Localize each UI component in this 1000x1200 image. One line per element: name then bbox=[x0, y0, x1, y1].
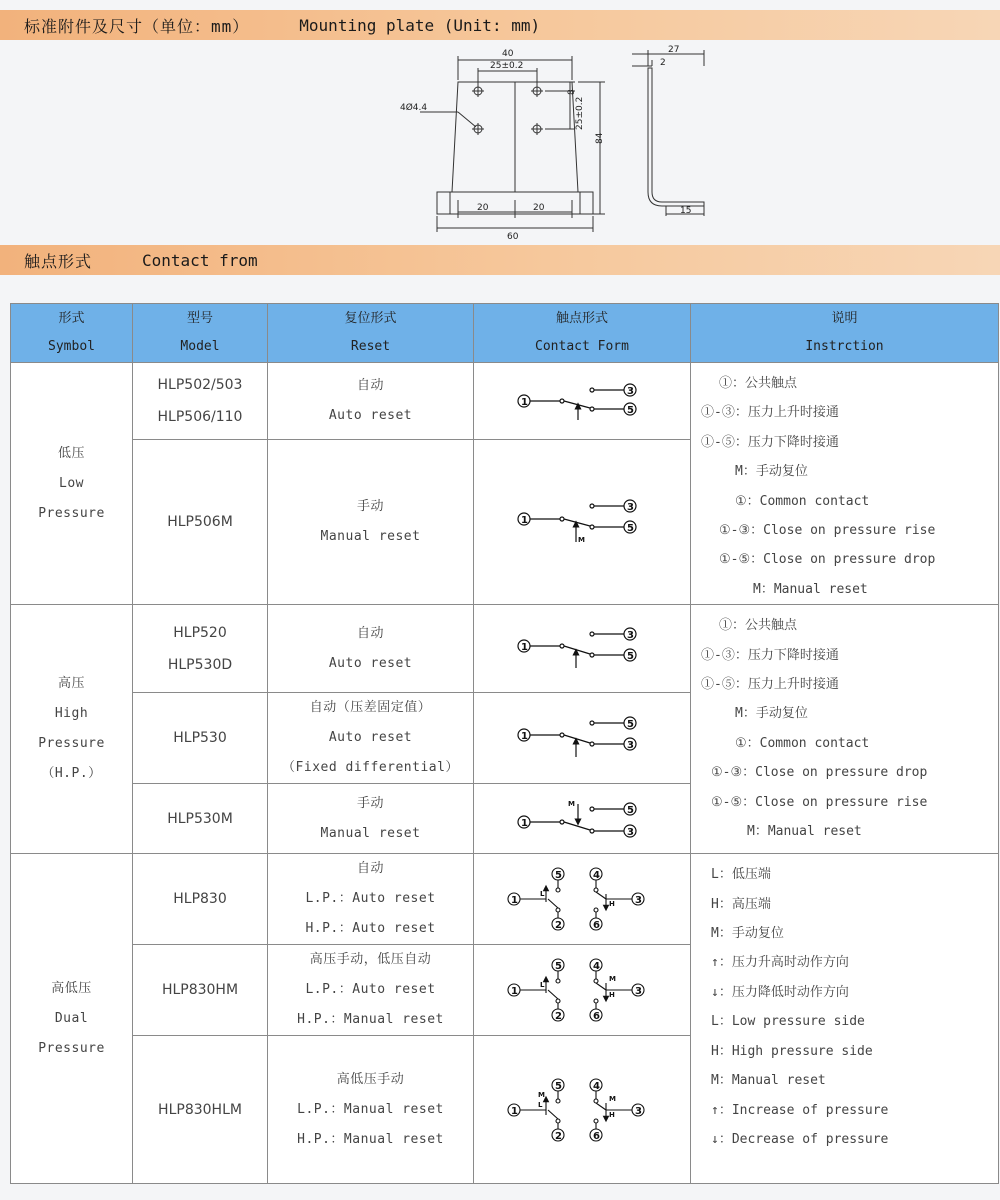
svg-text:3: 3 bbox=[635, 895, 642, 907]
contact-form-table bbox=[10, 303, 999, 1184]
svg-text:3: 3 bbox=[635, 1105, 642, 1117]
section-header-mounting-plate bbox=[0, 10, 1000, 40]
section-header-contact-form bbox=[0, 245, 1000, 275]
header-contact-form: 触点形式 Contact Form bbox=[474, 304, 691, 363]
contact-diagram-cell bbox=[474, 693, 691, 784]
table-row bbox=[11, 854, 999, 945]
reset-cell: 手动 Manual reset bbox=[268, 784, 474, 854]
dim-25: 25±0.2 bbox=[490, 61, 524, 71]
reset-cell: 自动 L.P.：Auto reset H.P.：Auto reset bbox=[268, 854, 474, 945]
contact-symbol-dual-hm bbox=[502, 957, 662, 1023]
svg-text:L: L bbox=[540, 890, 545, 899]
svg-text:5: 5 bbox=[627, 804, 634, 816]
svg-text:4: 4 bbox=[593, 961, 600, 973]
section-title-cn: 触点形式 bbox=[24, 251, 93, 271]
svg-text:M: M bbox=[568, 799, 575, 808]
contact-diagram-cell bbox=[474, 363, 691, 440]
svg-text:5: 5 bbox=[627, 405, 634, 417]
contact-symbol-high-fixed bbox=[512, 713, 652, 763]
svg-text:1: 1 bbox=[521, 397, 528, 409]
dim-25-v: 25±0.2 bbox=[575, 96, 585, 130]
section-title-en: Mounting plate (Unit: mm) bbox=[299, 15, 541, 35]
header-model: 型号 Model bbox=[133, 304, 268, 363]
table-row bbox=[11, 605, 999, 693]
svg-text:1: 1 bbox=[511, 986, 518, 998]
svg-text:M: M bbox=[578, 536, 585, 545]
svg-text:5: 5 bbox=[627, 523, 634, 535]
svg-text:5: 5 bbox=[627, 719, 634, 731]
contact-symbol-high-auto bbox=[512, 624, 652, 674]
svg-text:L: L bbox=[540, 981, 545, 990]
model-cell: HLP530 bbox=[133, 693, 268, 784]
svg-text:5: 5 bbox=[627, 650, 634, 662]
model-cell: HLP520 HLP530D bbox=[133, 605, 268, 693]
dim-27: 27 bbox=[668, 45, 680, 55]
mounting-plate-drawing bbox=[0, 40, 1000, 245]
model-cell: HLP502/503 HLP506/110 bbox=[133, 363, 268, 440]
dim-20a: 20 bbox=[477, 203, 489, 213]
instruction-dual: L：低压端 H：高压端 M：手动复位 ↑：压力升高时动作方向 ↓：压力降低时动作方向 L：Low pressure side H：High pressure side M：Manual reset ↑：Increase of pressure ↓：Decrease of pressure bbox=[691, 854, 999, 1184]
svg-text:5: 5 bbox=[555, 961, 562, 973]
contact-symbol-dual-auto bbox=[502, 866, 662, 932]
svg-text:M: M bbox=[609, 1094, 616, 1103]
header-reset: 复位形式 Reset bbox=[268, 304, 474, 363]
contact-diagram-cell bbox=[474, 605, 691, 693]
table-row bbox=[11, 363, 999, 440]
svg-text:1: 1 bbox=[511, 1105, 518, 1117]
model-cell: HLP830HM bbox=[133, 945, 268, 1036]
contact-diagram-cell bbox=[474, 945, 691, 1036]
model-cell: HLP830 bbox=[133, 854, 268, 945]
header-instruction: 说明 Instrction bbox=[691, 304, 999, 363]
svg-text:2: 2 bbox=[555, 1130, 562, 1142]
dim-8: 8 bbox=[567, 89, 577, 95]
svg-text:3: 3 bbox=[627, 502, 634, 514]
contact-symbol-high-manual bbox=[512, 794, 652, 844]
contact-symbol-low-manual bbox=[512, 494, 652, 550]
svg-text:3: 3 bbox=[627, 386, 634, 398]
reset-cell: 高压手动，低压自动 L.P.：Auto reset H.P.：Manual reset bbox=[268, 945, 474, 1036]
svg-text:1: 1 bbox=[521, 641, 528, 653]
contact-symbol-dual-hlm bbox=[502, 1077, 662, 1143]
contact-diagram-cell bbox=[474, 854, 691, 945]
svg-text:2: 2 bbox=[555, 1011, 562, 1023]
svg-text:L: L bbox=[538, 1100, 543, 1109]
svg-text:1: 1 bbox=[521, 817, 528, 829]
header-symbol: 形式 Symbol bbox=[11, 304, 133, 363]
reset-cell: 自动 Auto reset bbox=[268, 605, 474, 693]
model-cell: HLP530M bbox=[133, 784, 268, 854]
svg-text:M: M bbox=[609, 975, 616, 984]
table-header-row bbox=[11, 304, 999, 363]
svg-text:H: H bbox=[609, 900, 615, 909]
dim-84: 84 bbox=[595, 132, 605, 144]
dim-hole: 4Ø4.4 bbox=[400, 103, 428, 113]
symbol-dual: 高低压 Dual Pressure bbox=[11, 854, 133, 1184]
svg-text:6: 6 bbox=[593, 920, 600, 932]
svg-text:3: 3 bbox=[627, 826, 634, 838]
svg-text:6: 6 bbox=[593, 1011, 600, 1023]
svg-text:3: 3 bbox=[627, 740, 634, 752]
svg-text:2: 2 bbox=[555, 920, 562, 932]
dim-40: 40 bbox=[502, 49, 514, 59]
reset-cell: 自动（压差固定值） Auto reset （Fixed differential） bbox=[268, 693, 474, 784]
svg-text:M: M bbox=[538, 1090, 545, 1099]
svg-text:5: 5 bbox=[555, 870, 562, 882]
contact-diagram-cell bbox=[474, 440, 691, 605]
svg-text:4: 4 bbox=[593, 1080, 600, 1092]
section-title-en: Contact from bbox=[142, 250, 258, 270]
instruction-high: ①：公共触点 ①-③：压力下降时接通 ①-⑤：压力上升时接通 M：手动复位 ①：Common contact ①-③：Close on pressure drop ①-⑤：Close on pressure rise M：Manual reset bbox=[691, 605, 999, 854]
dim-15: 15 bbox=[680, 206, 692, 216]
model-cell: HLP506M bbox=[133, 440, 268, 605]
svg-text:3: 3 bbox=[635, 986, 642, 998]
dim-20b: 20 bbox=[533, 203, 545, 213]
svg-text:1: 1 bbox=[521, 515, 528, 527]
dim-2: 2 bbox=[660, 58, 666, 68]
svg-text:6: 6 bbox=[593, 1130, 600, 1142]
model-cell: HLP830HLM bbox=[133, 1036, 268, 1184]
dim-60: 60 bbox=[507, 232, 519, 242]
reset-cell: 高低压手动 L.P.：Manual reset H.P.：Manual reset bbox=[268, 1036, 474, 1184]
contact-diagram-cell bbox=[474, 1036, 691, 1184]
svg-text:H: H bbox=[609, 991, 615, 1000]
svg-text:1: 1 bbox=[511, 895, 518, 907]
reset-cell: 自动 Auto reset bbox=[268, 363, 474, 440]
contact-diagram-cell bbox=[474, 784, 691, 854]
reset-cell: 手动 Manual reset bbox=[268, 440, 474, 605]
svg-text:H: H bbox=[609, 1110, 615, 1119]
instruction-low: ①：公共触点 ①-③：压力上升时接通 ①-⑤：压力下降时接通 M：手动复位 ①：Common contact ①-③：Close on pressure rise ①-⑤：Close on pressure drop M：Manual reset bbox=[691, 363, 999, 605]
svg-text:3: 3 bbox=[627, 629, 634, 641]
contact-symbol-low-auto bbox=[512, 376, 652, 426]
svg-text:1: 1 bbox=[521, 731, 528, 743]
symbol-high: 高压 High Pressure （H.P.） bbox=[11, 605, 133, 854]
svg-text:4: 4 bbox=[593, 870, 600, 882]
section-title-cn: 标准附件及尺寸（单位：mm） bbox=[24, 16, 250, 36]
svg-text:5: 5 bbox=[555, 1080, 562, 1092]
symbol-low: 低压 Low Pressure bbox=[11, 363, 133, 605]
